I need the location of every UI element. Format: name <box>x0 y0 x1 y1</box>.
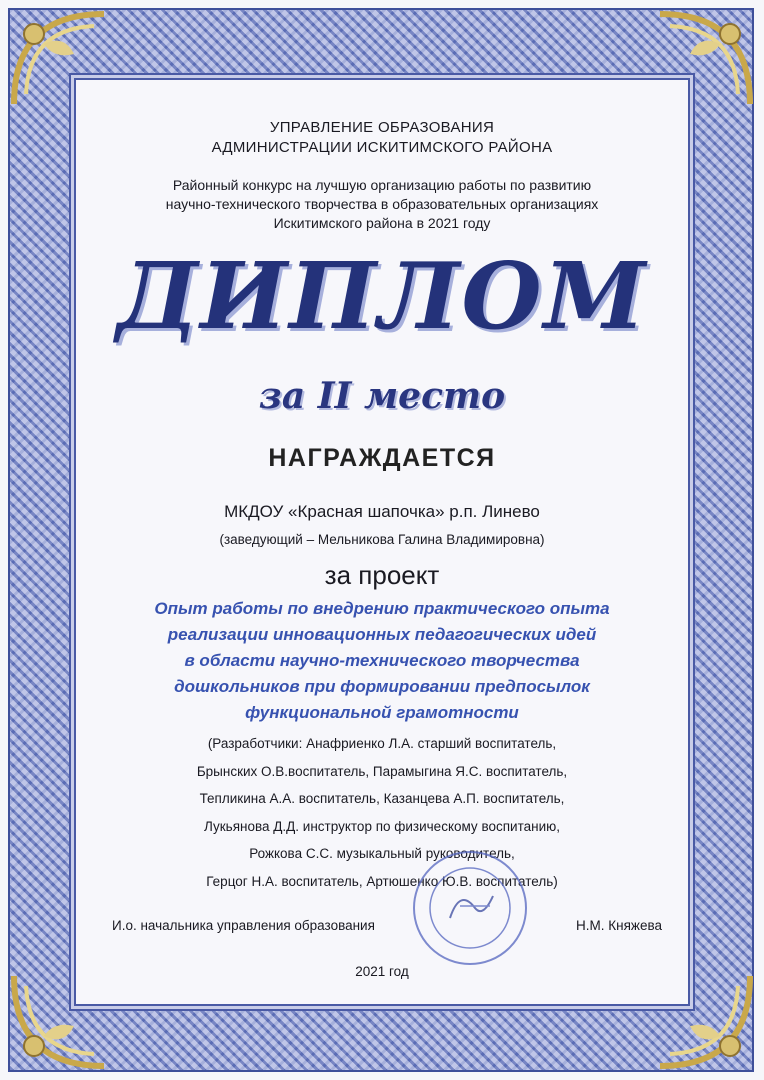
official-stamp-icon <box>410 848 530 968</box>
document-title: ДИПЛОМ <box>116 242 648 350</box>
recipient-head: (заведующий – Мельникова Галина Владимировна) <box>219 532 545 547</box>
awarded-heading: НАГРАЖДАЕТСЯ <box>268 444 496 472</box>
contest-line: Искитимского района в 2021 году <box>273 215 491 231</box>
contest-line: научно-технического творчества в образовательных организациях <box>165 196 599 212</box>
signature-line <box>112 918 662 933</box>
project-line: в области научно-технического творчества <box>184 651 580 670</box>
project-line: дошкольников при формировании предпосылок <box>174 677 590 696</box>
developer-line: (Разработчики: Анафриенко Л.А. старший воспитатель, <box>207 736 557 751</box>
place-award: за II место <box>258 375 506 417</box>
project-line: Опыт работы по внедрению практического опыта <box>154 599 610 618</box>
contest-description <box>94 176 670 233</box>
developer-line: Герцог Н.А. воспитатель, Артюшенко Ю.В. воспитатель) <box>206 873 558 889</box>
signatory-position: И.о. начальника управления образования <box>112 918 375 933</box>
recipient-name: МКДОУ «Красная шапочка» р.п. Линево <box>224 502 540 521</box>
project-title <box>104 596 660 726</box>
issue-year: 2021 год <box>355 964 409 979</box>
issuer-line: УПРАВЛЕНИЕ ОБРАЗОВАНИЯ <box>269 119 495 136</box>
contest-line: Районный конкурс на лучшую организацию работы по развитию <box>172 177 592 193</box>
issuer-organization <box>74 118 690 158</box>
diploma-content <box>74 78 690 1006</box>
project-line: функциональной грамотности <box>245 703 519 722</box>
for-project-label: за проект <box>324 560 440 590</box>
developer-line: Брынских О.В.воспитатель, Парамыгина Я.С. воспитатель, <box>196 763 568 779</box>
issuer-line: АДМИНИСТРАЦИИ ИСКИТИМСКОГО РАЙОНА <box>211 139 553 156</box>
developers-list <box>114 730 650 895</box>
signatory-name: Н.М. Княжева <box>576 918 662 933</box>
developer-line: Лукьянова Д.Д. инструктор по физическому воспитанию, <box>204 818 560 834</box>
developer-line: Рожкова С.С. музыкальный руководитель, <box>249 846 515 861</box>
developer-line: Тепликина А.А. воспитатель, Казанцева А.П. воспитатель, <box>199 791 565 806</box>
project-line: реализации инновационных педагогических идей <box>167 625 597 644</box>
